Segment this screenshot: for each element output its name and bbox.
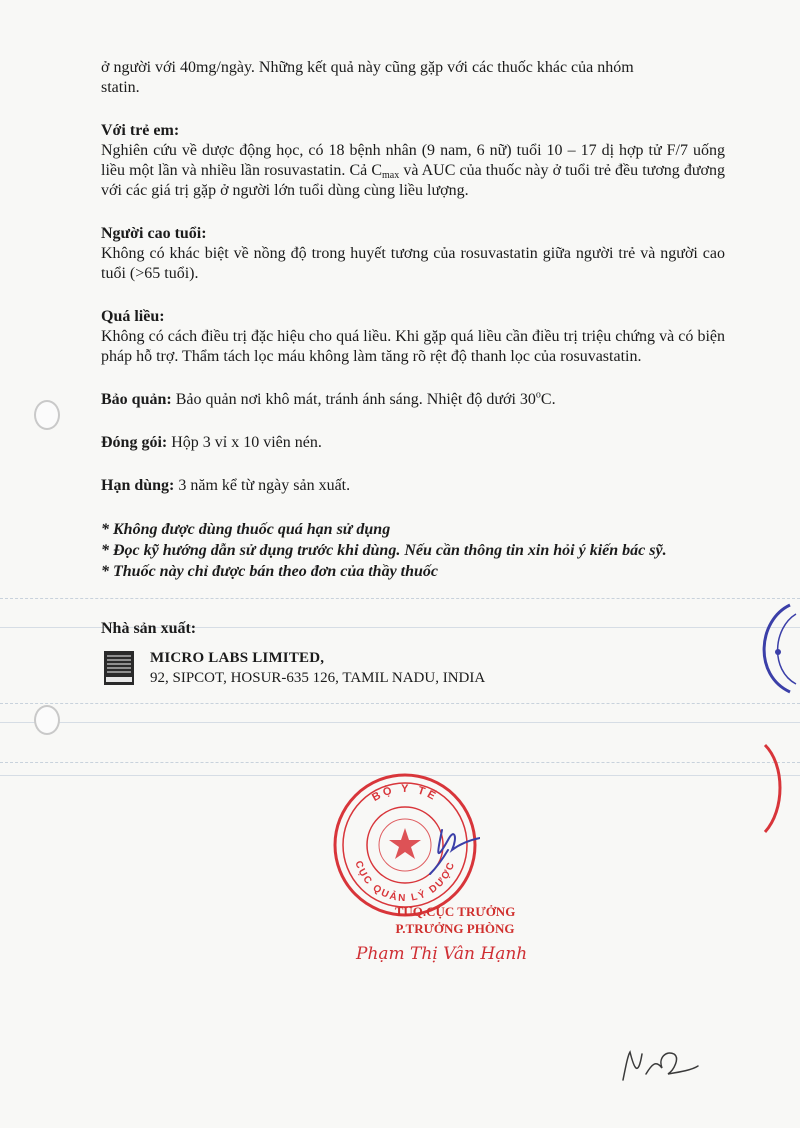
intro-line: ở người với 40mg/ngày. Những kết quả này cũng gặp với các thuốc khác của nhóm statin. bbox=[101, 59, 634, 96]
svg-text:CỤC QUẢN LÝ DƯỢC: CỤC QUẢN LÝ DƯỢC bbox=[352, 859, 458, 905]
divider-line bbox=[0, 762, 800, 763]
warning-note: * Thuốc này chỉ được bán theo đơn của thầy thuốc bbox=[101, 563, 439, 580]
children-text: Nghiên cứu về dược động học, có 18 bệnh nhân (9 nam, 6 nữ) tuổi 10 – 17 dị hợp tử F/7 uống liều một lần và nhiều lần rosuvastatin. Cả $C_{max}$ và AUC của thuốc này ở tuổi trẻ đều tương đương với các giá trị gặp ở người lớn tuổi dùng cùng liều lượng. bbox=[101, 142, 726, 199]
elderly-heading: Người cao tuổi: bbox=[101, 225, 207, 242]
edge-stamp-icon bbox=[728, 600, 800, 695]
svg-text:BỘ Y TẾ: BỘ Y TẾ bbox=[370, 782, 440, 804]
divider-line bbox=[0, 598, 800, 599]
children-heading: Với trẻ em: bbox=[101, 122, 180, 139]
handwritten-mark-icon bbox=[618, 1040, 718, 1090]
divider-line bbox=[0, 703, 800, 704]
overdose-text: Không có cách điều trị đặc hiệu cho quá liều. Khi gặp quá liều cần điều trị triệu chứng và có biện pháp hỗ trợ. Thẩm tách lọc máu không làm tăng rõ rệt độ thanh lọc của rosuvastatin. bbox=[101, 328, 725, 365]
manufacturer-heading: Nhà sản xuất: bbox=[101, 620, 197, 637]
signatory-title: TUQ.CỤC TRƯỞNG P.TRƯỞNG PHÒNG bbox=[394, 904, 516, 936]
divider-line bbox=[0, 722, 800, 723]
micro-labs-logo-icon bbox=[104, 651, 134, 685]
elderly-text: Không có khác biệt về nồng độ trong huyết tương của rosuvastatin giữa người trẻ và người cao tuổi (>65 tuổi). bbox=[101, 245, 725, 282]
shelf-life-line: Hạn dùng: 3 năm kể từ ngày sản xuất. bbox=[101, 477, 351, 494]
punch-hole bbox=[34, 705, 60, 735]
official-stamp-icon bbox=[330, 770, 480, 920]
signatory-name: Phạm Thị Vân Hạnh bbox=[356, 944, 528, 964]
warning-note: * Đọc kỹ hướng dẫn sử dụng trước khi dùng. Nếu cần thông tin xin hỏi ý kiến bác sỹ. bbox=[101, 542, 667, 559]
warning-note: * Không được dùng thuốc quá hạn sử dụng bbox=[101, 521, 391, 538]
overdose-heading: Quá liều: bbox=[101, 308, 165, 325]
edge-stamp-icon bbox=[735, 740, 800, 835]
packaging-line: Đóng gói: Hộp 3 vỉ x 10 viên nén. bbox=[101, 434, 322, 451]
leaflet-text bbox=[101, 58, 725, 582]
manufacturer-address: 92, SIPCOT, HOSUR-635 126, TAMIL NADU, INDIA bbox=[150, 670, 486, 686]
storage-line: Bảo quản: Bảo quản nơi khô mát, tránh ánh sáng. Nhiệt độ dưới 30$^o$C. bbox=[101, 389, 556, 408]
punch-hole bbox=[34, 400, 60, 430]
manufacturer-name: MICRO LABS LIMITED, bbox=[150, 650, 325, 666]
